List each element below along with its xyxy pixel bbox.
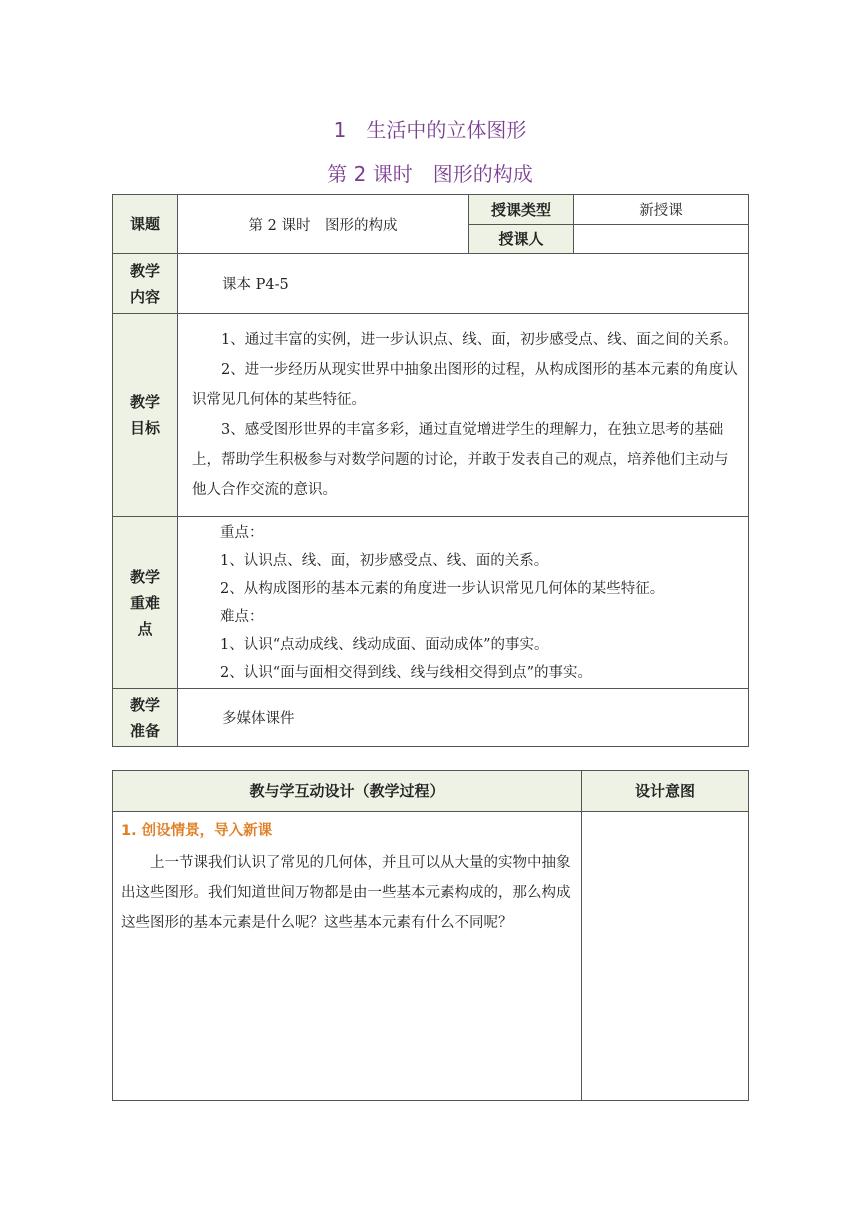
content-label-line1: 教学 (129, 261, 160, 280)
prep-label-line1: 教学 (129, 695, 160, 714)
lesson-info-table (112, 194, 749, 747)
lesson-title: 1 生活中的立体图形 (333, 118, 527, 142)
topic-value: 第 2 课时 图形的构成 (178, 195, 469, 254)
key-point: 2、从构成图形的基本元素的角度进一步认识常见几何体的某些特征。 (220, 580, 665, 597)
prep-label (113, 689, 178, 747)
intent-column-header: 设计意图 (582, 771, 749, 812)
process-content-cell (113, 812, 582, 1101)
type-value: 新授课 (574, 195, 749, 225)
goals-cell (178, 314, 749, 517)
content-label (113, 254, 178, 314)
section-text: 上一节课我们认识了常见的几何体，并且可以从大量的实物中抽象出这些图形。我们知道世间万物都是由一些基本元素构成的，那么构成这些图形的基本元素是什么呢？这些基本元素有什么不同呢？ (121, 855, 571, 931)
key-label-line3: 点 (137, 619, 153, 638)
prep-value: 多媒体课件 (178, 689, 749, 747)
goal-item: 3、感受图形世界的丰富多彩，通过直觉增进学生的理解力，在独立思考的基础上，帮助学生积极参与对数学问题的讨论，并敢于发表自己的观点，培养他们主动与他人合作交流的意识。 (192, 422, 729, 498)
key-point: 重点： (220, 524, 264, 541)
process-column-header: 教与学互动设计（教学过程） (113, 771, 582, 812)
content-label-line2: 内容 (129, 287, 160, 306)
key-label-line2: 重难 (129, 593, 160, 612)
prep-label-line2: 准备 (129, 721, 160, 740)
goals-label-line2: 目标 (129, 419, 160, 437)
topic-label: 课题 (113, 195, 178, 254)
goal-item: 2、进一步经历从现实世界中抽象出图形的过程，从构成图形的基本元素的角度认识常见几何体的某些特征。 (192, 362, 738, 408)
key-point: 1、认识点、线、面，初步感受点、线、面的关系。 (220, 552, 549, 569)
key-point: 2、认识“面与面相交得到线、线与线相交得到点”的事实。 (220, 664, 593, 681)
key-points-label (113, 517, 178, 689)
intent-content-cell (582, 812, 749, 1101)
key-label-line1: 教学 (129, 567, 160, 586)
key-point: 1、认识“点动成线、线动成面、面动成体”的事实。 (220, 636, 549, 653)
teacher-value (574, 225, 749, 254)
type-label: 授课类型 (469, 195, 574, 225)
goals-label (113, 314, 178, 517)
goals-label-line1: 教学 (129, 393, 160, 411)
teaching-process-table (112, 770, 749, 1101)
section-heading: 1. 创设情景，导入新课 (121, 823, 273, 839)
key-points-cell (178, 517, 749, 689)
content-value: 课本 P4-5 (178, 254, 749, 314)
goal-item: 1、通过丰富的实例，进一步认识点、线、面，初步感受点、线、面之间的关系。 (221, 332, 738, 348)
lesson-subtitle: 第 2 课时 图形的构成 (327, 162, 533, 186)
teacher-label: 授课人 (469, 225, 574, 254)
key-point: 难点： (220, 608, 264, 625)
